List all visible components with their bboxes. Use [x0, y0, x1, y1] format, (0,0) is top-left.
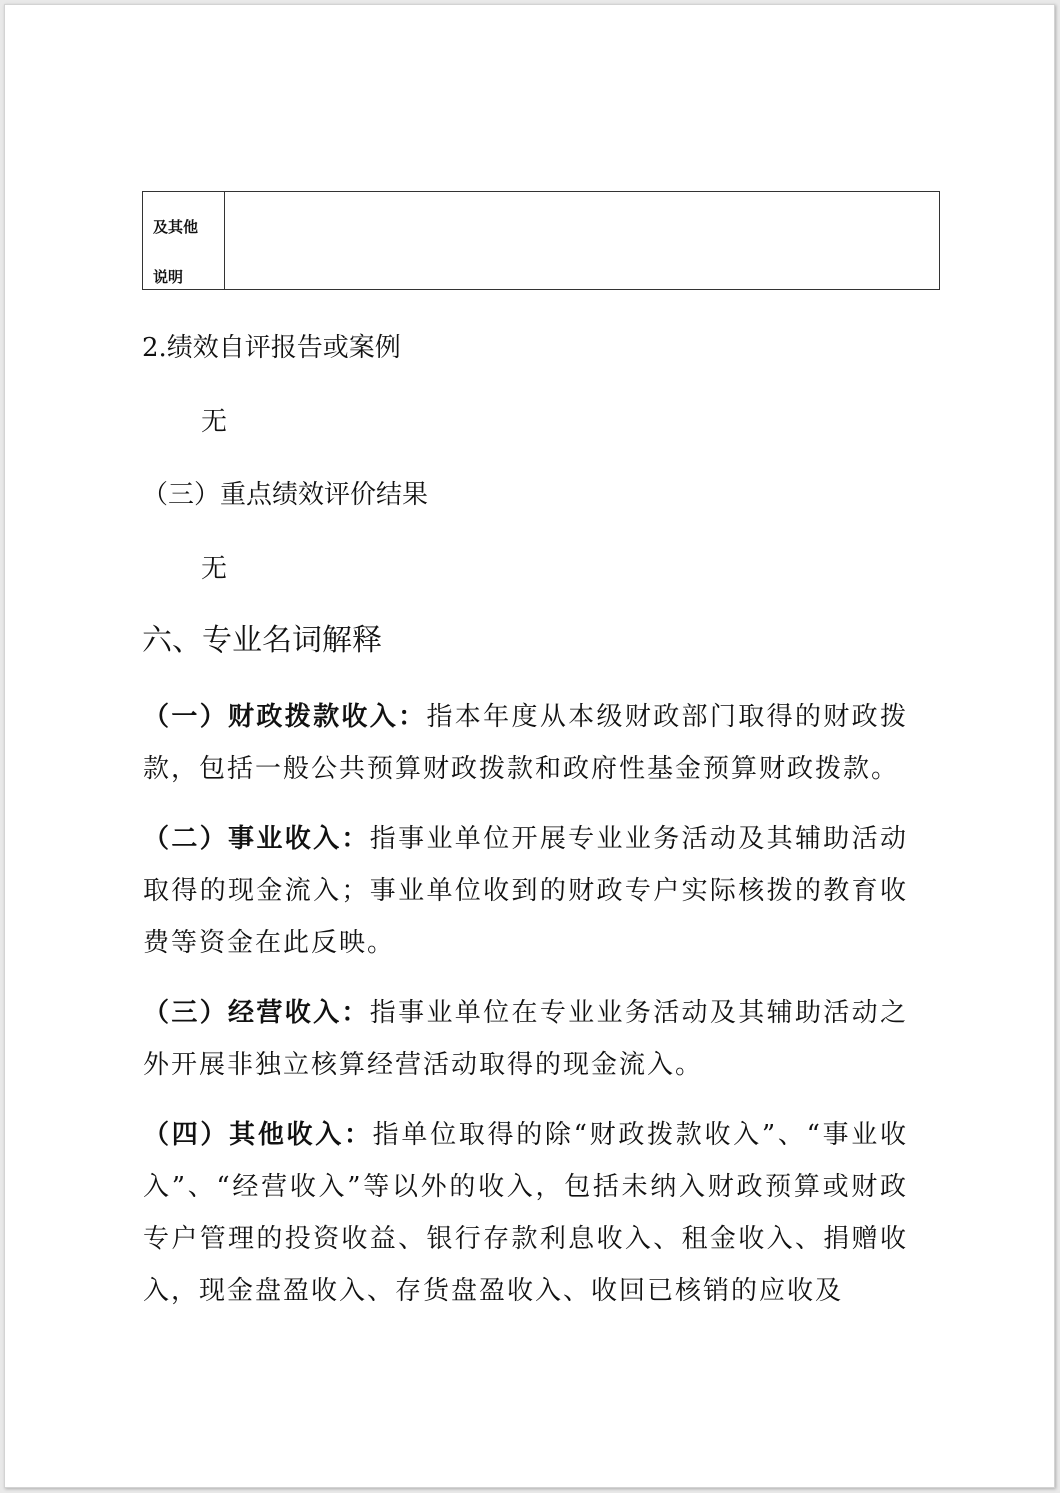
definition-text-2: 指事业单位开展专业业务活动及其辅助活动取得的现金流入；事业单位收到的财政专户实际核拨的教育收费等资金在此反映。 — [143, 824, 908, 958]
section-3-title: （三）重点绩效评价结果 — [142, 480, 429, 510]
definition-term-3: （三）经营收入： — [143, 998, 370, 1028]
definition-term-2: （二）事业收入： — [143, 824, 370, 854]
definition-paragraph-2 — [143, 813, 908, 969]
chapter-title: 六、专业名词解释 — [142, 623, 382, 658]
remarks-label-line2: 说明 — [153, 268, 184, 286]
definition-term-1: （一）财政拨款收入： — [143, 702, 427, 732]
remarks-label-line1: 及其他 — [153, 218, 199, 236]
remarks-label-cell — [143, 192, 225, 289]
section-2-content: 无 — [201, 407, 228, 437]
definition-text-1: 指本年度从本级财政部门取得的财政拨款，包括一般公共预算财政拨款和政府性基金预算财政拨款。 — [143, 702, 908, 784]
definition-paragraph-1 — [143, 691, 908, 795]
remarks-value-cell — [225, 192, 939, 289]
definition-text-4: 指单位取得的除“财政拨款收入”、“事业收入”、“经营收入”等以外的收入，包括未纳入财政预算或财政专户管理的投资收益、银行存款利息收入、租金收入、捐赠收入，现金盘盈收入、存货盘盈收入、收回已核销的应收及 — [143, 1120, 908, 1306]
section-2-title: 2.绩效自评报告或案例 — [142, 333, 401, 363]
definition-term-4: （四）其他收入： — [143, 1120, 373, 1150]
section-3-content: 无 — [201, 554, 228, 584]
definition-paragraph-3 — [143, 987, 908, 1091]
document-page — [4, 4, 1055, 1488]
remarks-table — [142, 191, 940, 290]
definition-paragraph-4 — [143, 1109, 908, 1317]
definition-text-3: 指事业单位在专业业务活动及其辅助活动之外开展非独立核算经营活动取得的现金流入。 — [143, 998, 908, 1080]
